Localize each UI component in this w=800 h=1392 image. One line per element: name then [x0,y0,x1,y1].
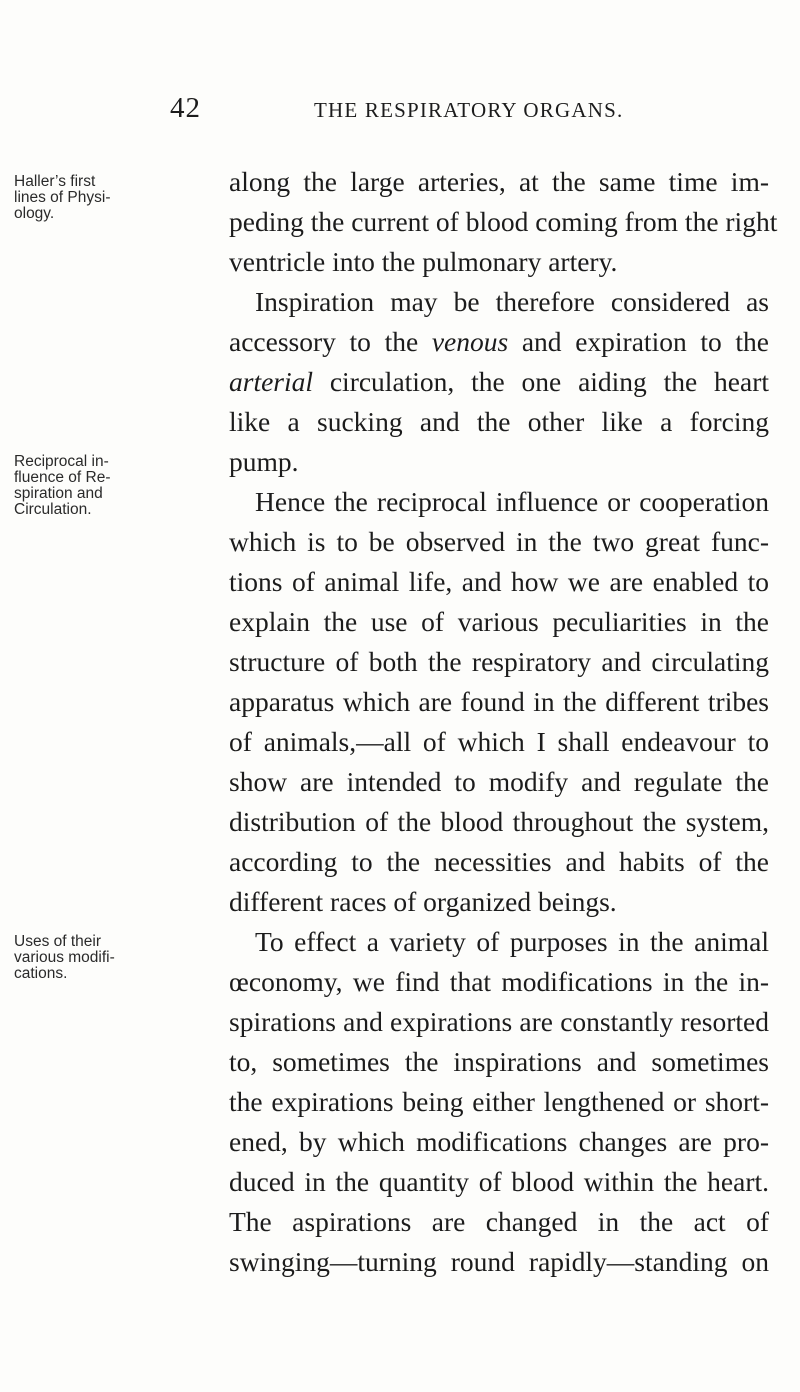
margin-note-line: various modifi- [14,949,115,966]
margin-note-uses-of-modifications [14,934,174,982]
italic-word-arterial: arterial [229,366,314,397]
running-title: THE RESPIRATORY ORGANS. [314,98,624,122]
text-line: tions of animal life, and how we are enabled to [229,566,769,597]
margin-note-line: Circulation. [14,501,92,518]
margin-note-line: ology. [14,205,55,222]
margin-note-line: Uses of their [14,933,102,950]
page-number: 42 [170,92,201,124]
text-line: The aspirations are changed in the act of [229,1206,769,1237]
text-line: duced in the quantity of blood within the heart. [229,1166,769,1197]
text-line: peding the current of blood coming from the right [229,206,778,237]
text-line: pump. [229,446,299,477]
text-line: swinging—turning round rapidly—standing on [229,1246,769,1277]
text-line [229,362,769,402]
margin-note-reciprocal-influence [14,454,174,518]
text-line: To effect a variety of purposes in the animal [255,926,769,957]
text-line: ventricle into the pulmonary artery. [229,246,618,277]
text-line: the expirations being either lengthened or short- [229,1086,769,1117]
text-line: œconomy, we find that modifications in the in- [229,966,769,997]
text-segment: and expiration to the [508,326,769,357]
italic-word-venous: venous [431,326,509,357]
text-line: show are intended to modify and regulate the [229,766,769,797]
text-segment: accessory to the [229,326,432,357]
text-line: different races of organized beings. [229,886,617,917]
margin-note-line: cations. [14,965,68,982]
text-line: to, sometimes the inspirations and sometimes [229,1046,769,1077]
page-header [170,92,770,132]
body-text [229,162,778,1282]
margin-note-hallers-first-lines [14,174,174,222]
text-line: explain the use of various peculiarities in the [229,606,769,637]
text-line: distribution of the blood throughout the system, [229,806,769,837]
text-line: apparatus which are found in the different tribes [229,686,769,717]
text-line: ened, by which modifications changes are pro- [229,1126,769,1157]
text-line [229,322,769,362]
margin-note-line: Haller’s first [14,173,96,190]
text-line: according to the necessities and habits of the [229,846,769,877]
margin-note-line: spiration and [14,485,103,502]
text-line: which is to be observed in the two great func- [229,526,769,557]
margin-note-line: fluence of Re- [14,469,111,486]
text-line: spirations and expirations are constantly resorted [229,1006,769,1037]
text-segment: circulation, the one aiding the heart [313,366,769,397]
text-line: of animals,—all of which I shall endeavour to [229,726,769,757]
text-line: Hence the reciprocal influence or cooperation [255,486,769,517]
margin-note-line: lines of Physi- [14,189,111,206]
text-line: along the large arteries, at the same time im- [229,166,769,197]
text-line: Inspiration may be therefore considered as [255,286,769,317]
text-line: structure of both the respiratory and circulating [229,646,769,677]
margin-note-line: Reciprocal in- [14,453,109,470]
text-line: like a sucking and the other like a forcing [229,406,769,437]
